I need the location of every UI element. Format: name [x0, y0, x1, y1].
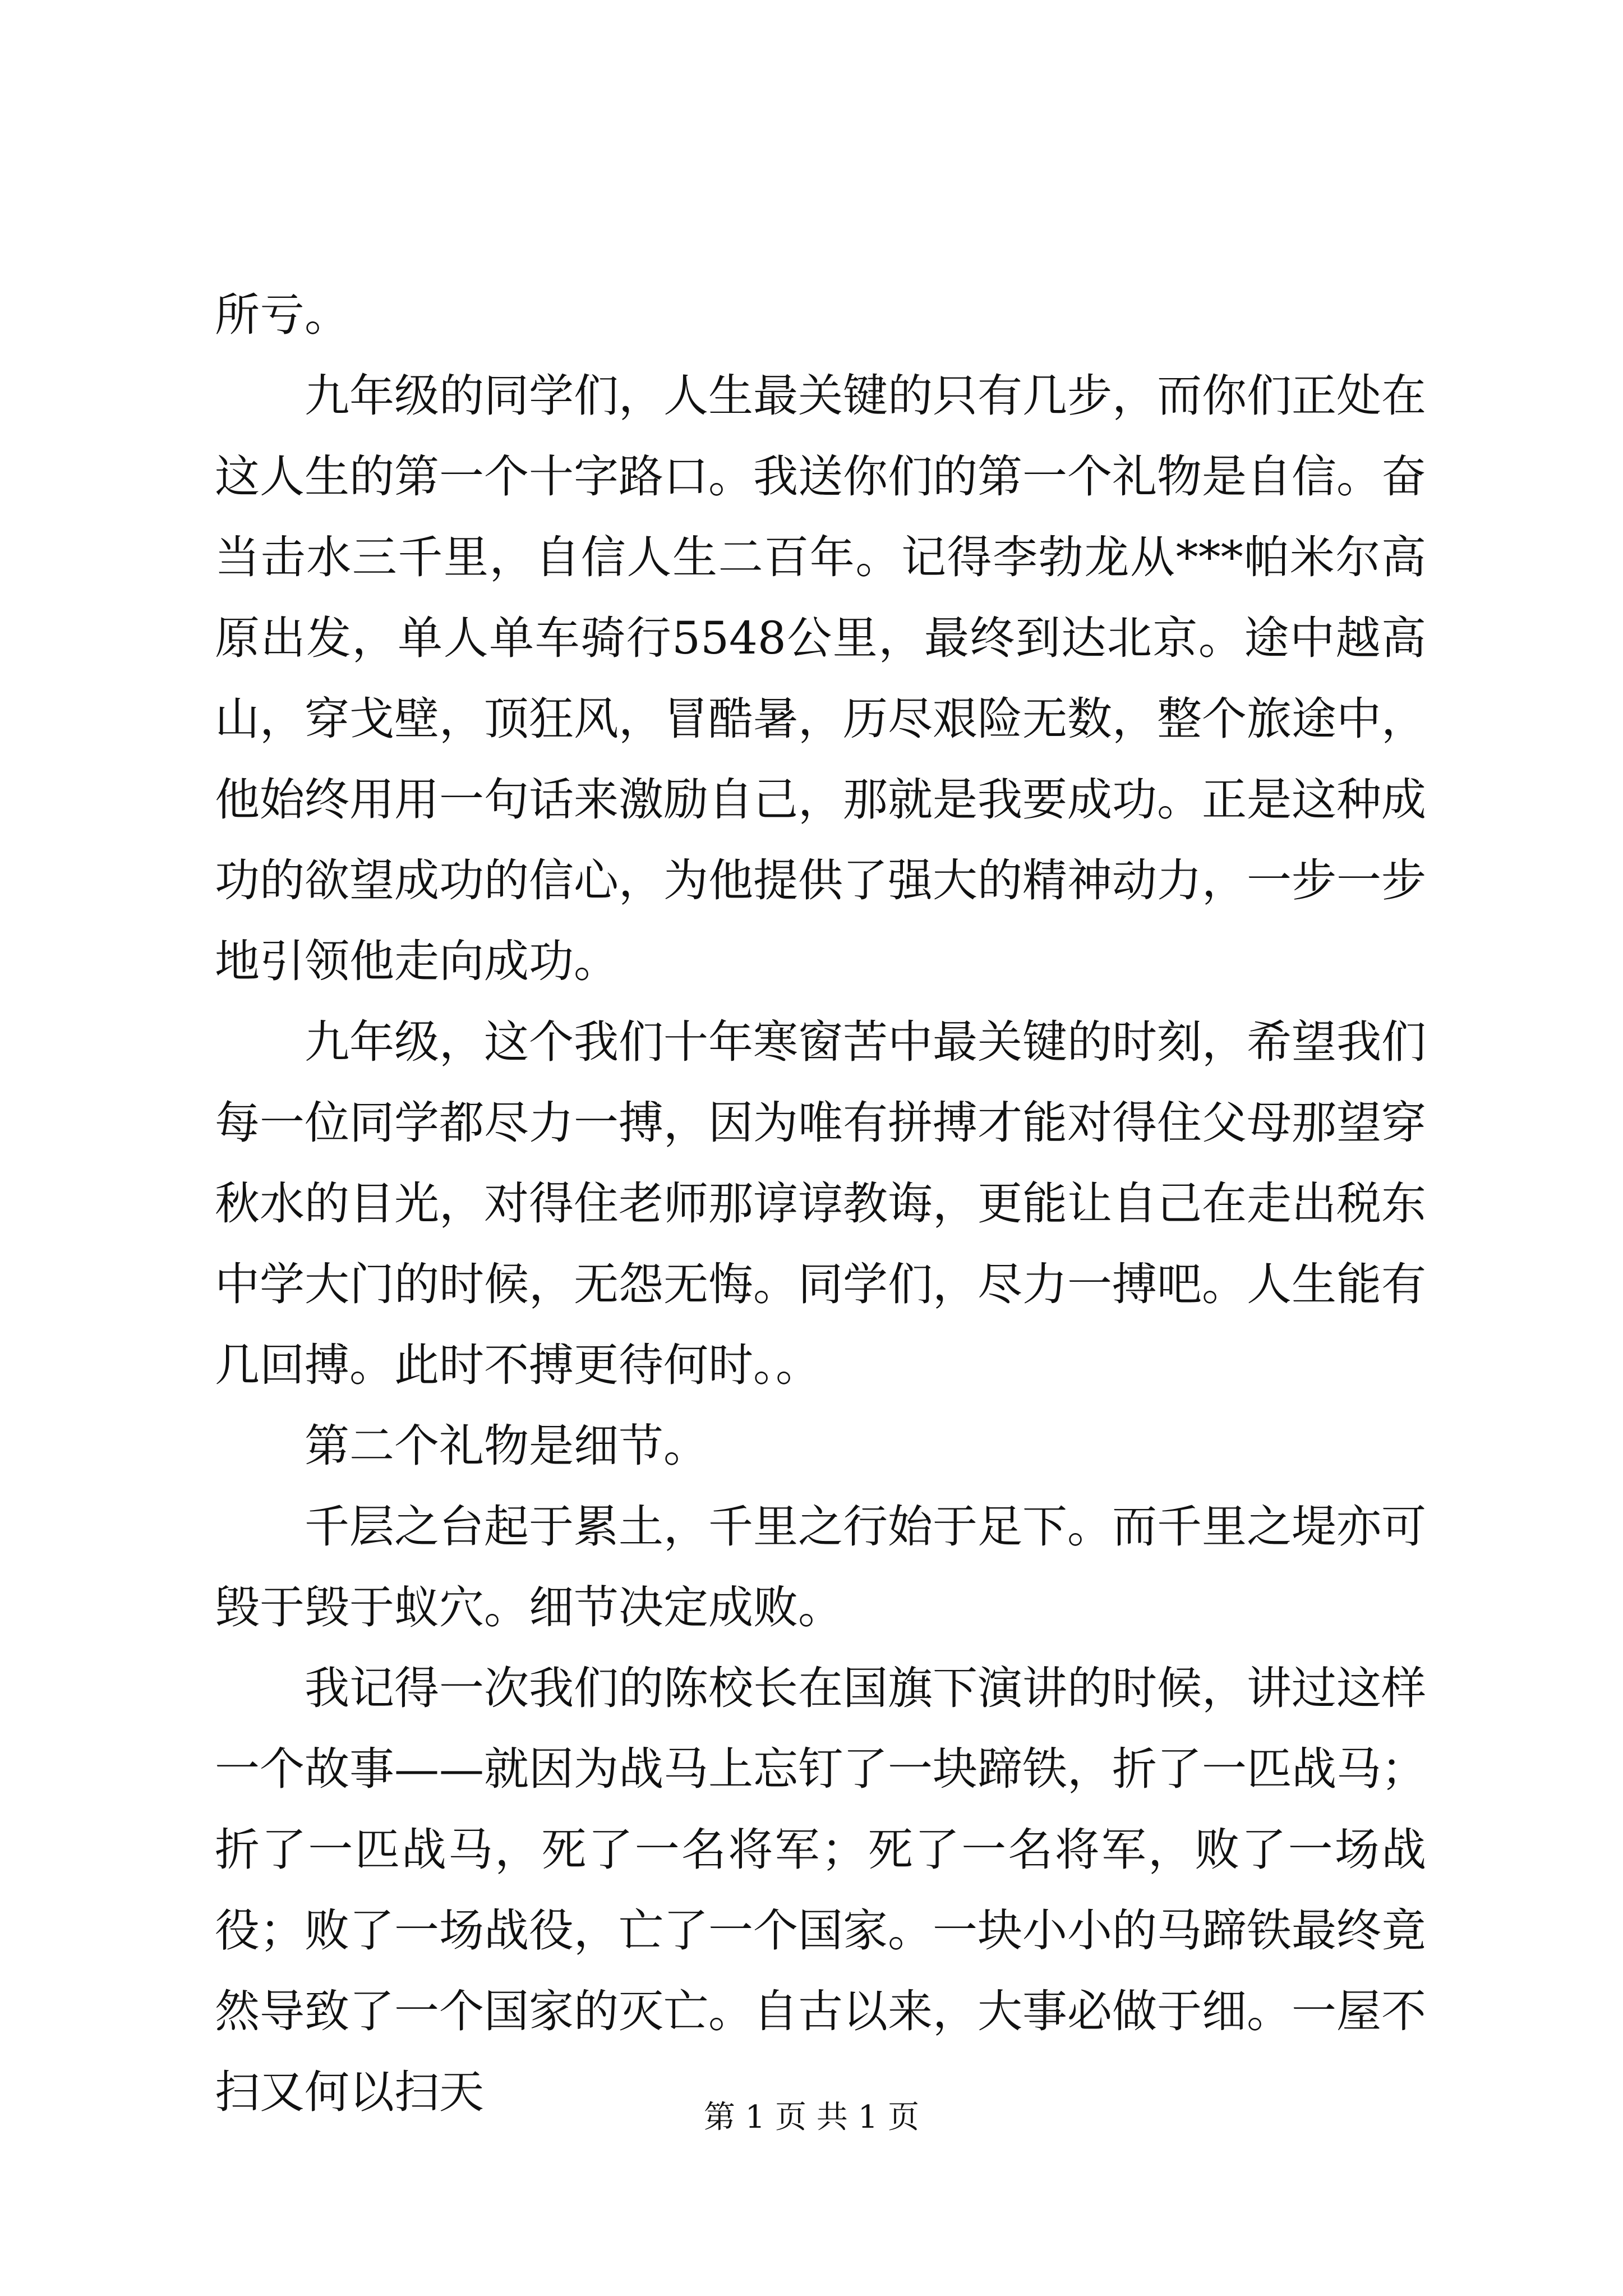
page-footer: 第 1 页 共 1 页	[703, 2099, 920, 2136]
body-text	[215, 275, 1426, 2133]
paragraph-3: 九年级，这个我们十年寒窗苦中最关键的时刻，希望我们每一位同学都尽力一搏，因为唯有拼搏才能对得住父母那望穿秋水的目光，对得住老师那谆谆教诲，更能让自己在走出税东中学大门的时候，无怨无悔。同学们，尽力一搏吧。人生能有几回搏。此时不搏更待何时。。	[215, 1016, 1426, 1391]
paragraph-4: 第二个礼物是细节。	[305, 1420, 708, 1472]
paragraph-5: 千层之台起于累土，千里之行始于足下。而千里之堤亦可毁于毁于蚁穴。细节决定成败。	[215, 1501, 1426, 1634]
paragraph-1: 所亏。	[215, 289, 349, 341]
paragraph-6: 我记得一次我们的陈校长在国旗下演讲的时候，讲过这样一个故事——就因为战马上忘钉了一块蹄铁，折了一匹战马；折了一匹战马，死了一名将军；死了一名将军，败了一场战役；败了一场战役，亡了一个国家。一块小小的马蹄铁最终竟然导致了一个国家的灭亡。自古以来，大事必做于细。一屋不扫又何以扫天	[215, 1662, 1426, 2118]
paragraph-2: 九年级的同学们，人生最关键的只有几步，而你们正处在这人生的第一个十字路口。我送你们的第一个礼物是自信。奋当击水三千里，自信人生二百年。记得李勃龙从***帕米尔高原出发，单人单车骑行5548公里，最终到达北京。途中越高山，穿戈壁，顶狂风，冒酷暑，历尽艰险无数，整个旅途中，他始终用用一句话来激励自己，那就是我要成功。正是这种成功的欲望成功的信心，为他提供了强大的精神动力，一步一步地引领他走向成功。	[215, 370, 1426, 987]
